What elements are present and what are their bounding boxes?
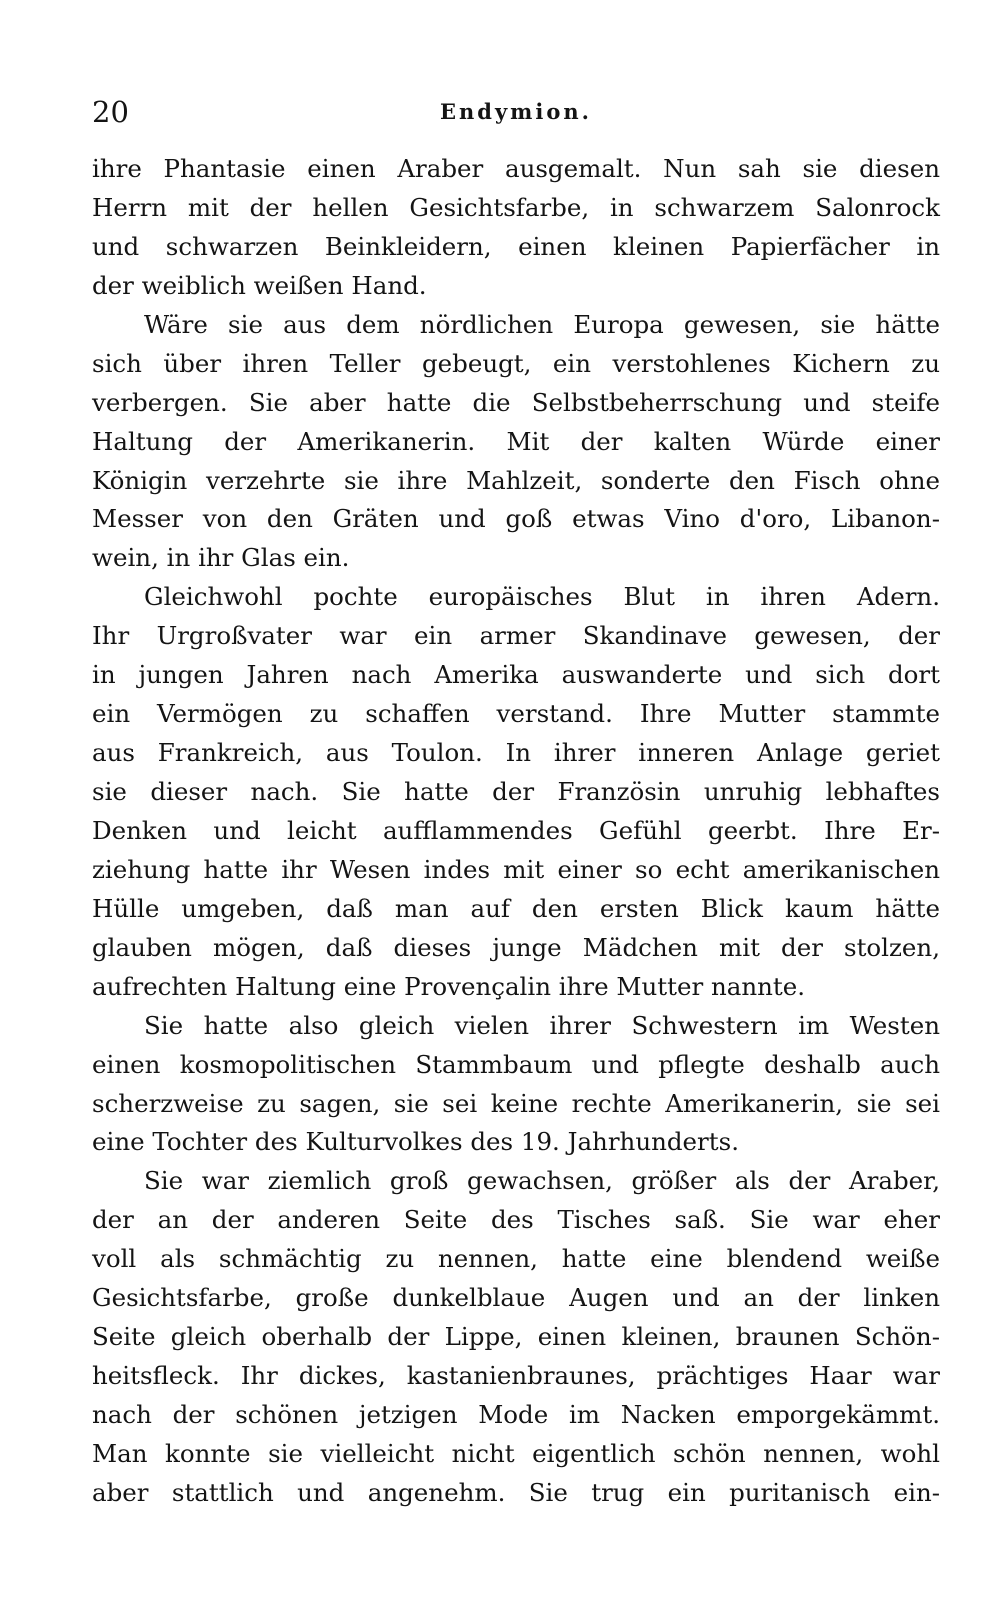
text-line: Seite gleich oberhalb der Lippe, einen kleinen, braunen Schön- <box>92 1322 940 1352</box>
text-line: wein, in ihr Glas ein. <box>92 543 350 573</box>
text-line: aber stattlich und angenehm. Sie trug ein puritanisch ein- <box>92 1477 940 1507</box>
text-line: und schwarzen Beinkleidern, einen kleinen Papierfächer in <box>92 231 940 261</box>
text-line: ziehung hatte ihr Wesen indes mit einer so echt amerikanischen <box>92 854 940 884</box>
text-line: einen kosmopolitischen Stammbaum und pflegte deshalb auch <box>92 1049 940 1079</box>
text-line: Ihr Urgroßvater war ein armer Skandinave gewesen, der <box>92 621 940 651</box>
text-line: voll als schmächtig zu nennen, hatte eine blendend weiße <box>92 1244 940 1274</box>
text-line: ihre Phantasie einen Araber ausgemalt. Nun sah sie diesen <box>92 154 940 183</box>
page-number: 20 <box>92 95 129 129</box>
text-line: der weiblich weißen Hand. <box>92 270 427 300</box>
text-line: aufrechten Haltung eine Provençalin ihre Mutter nannte. <box>92 971 806 1001</box>
text-line: aus Frankreich, aus Toulon. In ihrer inneren Anlage geriet <box>92 738 940 768</box>
text-line: der an der anderen Seite des Tisches saß. Sie war eher <box>92 1205 940 1235</box>
text-line: Sie hatte also gleich vielen ihrer Schwestern im Westen <box>144 1010 940 1040</box>
body-text <box>92 150 940 1513</box>
text-line: eine Tochter des Kulturvolkes des 19. Jahrhunderts. <box>92 1127 739 1157</box>
text-line: Königin verzehrte sie ihre Mahlzeit, sonderte den Fisch ohne <box>92 465 940 495</box>
text-line: Gleichwohl pochte europäisches Blut in ihren Adern. <box>144 582 940 612</box>
text-line: Gesichtsfarbe, große dunkelblaue Augen und an der linken <box>92 1283 940 1313</box>
text-line: heitsfleck. Ihr dickes, kastanienbraunes, prächtiges Haar war <box>92 1361 940 1391</box>
text-line: sie dieser nach. Sie hatte der Französin unruhig lebhaftes <box>92 777 940 806</box>
text-line: Hülle umgeben, daß man auf den ersten Blick kaum hätte <box>92 893 940 923</box>
running-title: Endymion. <box>440 99 592 124</box>
text-line: Haltung der Amerikanerin. Mit der kalten Würde einer <box>92 426 940 456</box>
text-line: ein Vermögen zu schaffen verstand. Ihre Mutter stammte <box>92 699 940 729</box>
text-line: verbergen. Sie aber hatte die Selbstbeherrschung und steife <box>92 387 940 417</box>
text-line: Wäre sie aus dem nördlichen Europa gewesen, sie hätte <box>144 309 940 339</box>
text-line: Sie war ziemlich groß gewachsen, größer als der Araber, <box>144 1166 940 1196</box>
text-line: Denken und leicht aufflammendes Gefühl geerbt. Ihre Er- <box>92 815 940 845</box>
text-line: Messer von den Gräten und goß etwas Vino d'oro, Libanon- <box>92 504 940 534</box>
text-line: Herrn mit der hellen Gesichtsfarbe, in schwarzem Salonrock <box>92 192 940 222</box>
text-line: scherzweise zu sagen, sie sei keine rechte Amerikanerin, sie sei <box>92 1088 940 1118</box>
text-line: glauben mögen, daß dieses junge Mädchen mit der stolzen, <box>92 932 940 962</box>
text-line: sich über ihren Teller gebeugt, ein verstohlenes Kichern zu <box>92 348 940 378</box>
text-line: Man konnte sie vielleicht nicht eigentlich schön nennen, wohl <box>92 1438 940 1468</box>
page-header <box>92 92 940 132</box>
text-line: in jungen Jahren nach Amerika auswanderte und sich dort <box>92 660 940 690</box>
text-line: nach der schönen jetzigen Mode im Nacken emporgekämmt. <box>92 1400 940 1429</box>
